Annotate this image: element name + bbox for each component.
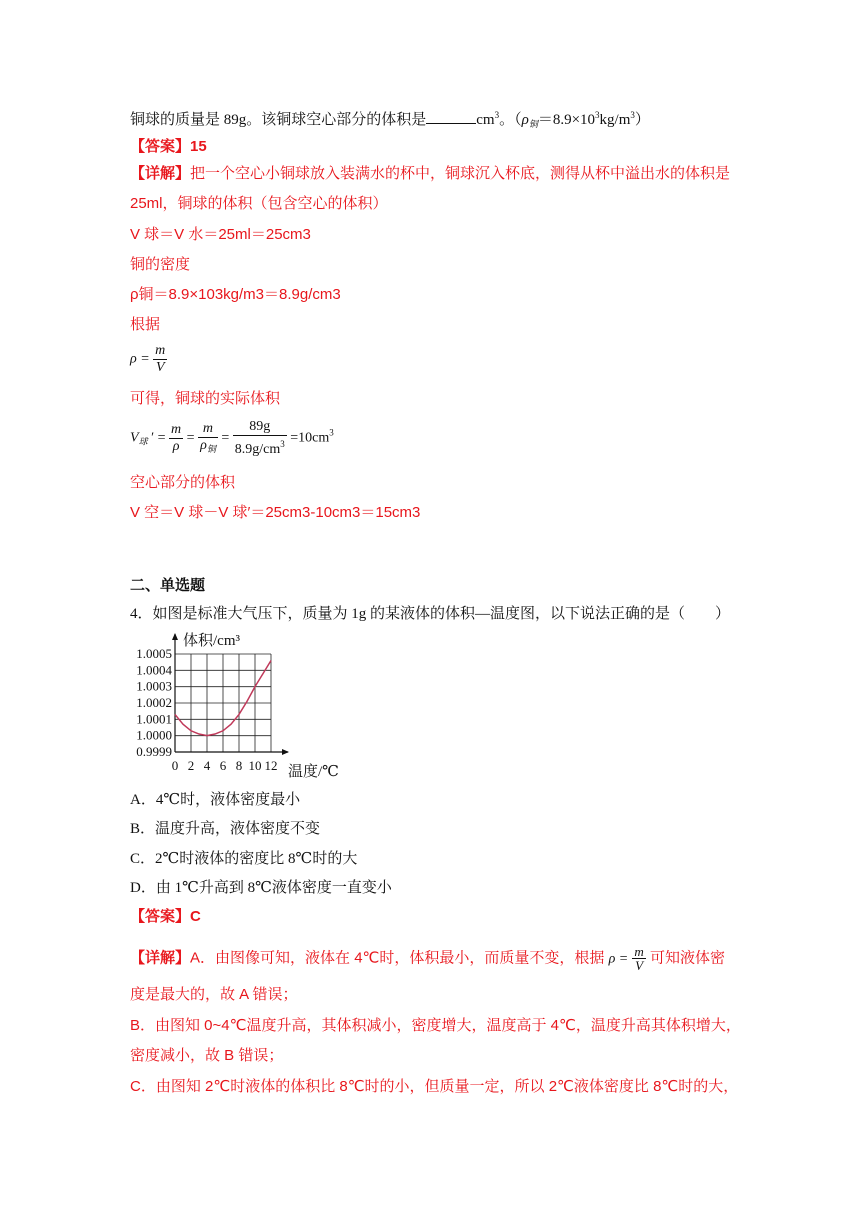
formula-denominator: V xyxy=(155,360,165,375)
detail-a-num: m xyxy=(634,944,644,959)
question4-stem: 4．如图是标准大气压下，质量为 1g 的某液体的体积—温度图，以下说法正确的是（ ） xyxy=(130,606,731,622)
formula-eq1: = xyxy=(186,430,195,446)
stem-punct: 。（ xyxy=(499,112,522,128)
question3-detail-line4: 铜的密度 xyxy=(130,256,191,273)
question3-detail-line6: 根据 xyxy=(130,316,161,333)
frac1-num: m xyxy=(171,422,182,437)
question3-detail-line5: ρ铜＝8.9×103kg/m3＝8.9g/cm3 xyxy=(130,286,341,303)
question3-detail-line8: 空心部分的体积 xyxy=(130,474,236,491)
x-tick-label: 6 xyxy=(219,758,227,773)
volume-formula xyxy=(130,419,334,458)
question3-detail-line1 xyxy=(130,163,730,185)
y-tick-label: 1.0001 xyxy=(136,711,172,727)
stem-exp: 3 xyxy=(595,110,600,120)
formula-eq2: = xyxy=(221,430,230,446)
answer-blank xyxy=(426,111,476,124)
stem-unit: cm xyxy=(476,112,495,128)
formula-result: =10cm xyxy=(290,430,330,446)
question4-answer: 【答案】C xyxy=(130,908,201,925)
question4-detail-b1: B．由图知 0~4℃温度升高，其体积减小，密度增大，温度高于 4℃，温度升高其体积增大， xyxy=(130,1017,741,1034)
rho-sub: 铜 xyxy=(528,119,538,129)
x-tick-label: 0 xyxy=(171,758,179,773)
x-tick-label: 4 xyxy=(203,758,211,773)
x-axis-arrow xyxy=(282,749,289,755)
detail-label: 【详解】 xyxy=(130,165,191,182)
stem-unit-sup: 3 xyxy=(494,110,500,120)
formula-v: V xyxy=(130,430,139,446)
formula-prime: ′ = xyxy=(151,430,166,446)
formula-lhs: ρ = xyxy=(130,351,150,367)
formula-frac2 xyxy=(198,421,218,457)
frac3-den: 8.9g/cm xyxy=(234,442,281,457)
question3-detail-line2: 25ml，铜球的体积（包含空心的体积） xyxy=(130,195,388,212)
detail-a-fraction xyxy=(632,945,645,972)
option-d[interactable]: D．由 1℃升高到 8℃液体密度一直变小 xyxy=(130,880,392,896)
option-b[interactable]: B．温度升高，液体密度不变 xyxy=(130,821,321,837)
stem-unit-exp: 3 xyxy=(630,110,635,120)
frac2-den: ρ xyxy=(200,437,207,453)
stem-text: 铜球的质量是 89g。该铜球空心部分的体积是 xyxy=(130,112,427,128)
frac3-num: 89g xyxy=(233,419,287,436)
detail-a-end: 可知液体密 xyxy=(649,949,725,967)
x-tick-label: 12 xyxy=(264,758,278,773)
option-a[interactable]: A．4℃时，液体密度最小 xyxy=(130,792,301,808)
formula-fraction xyxy=(153,343,167,376)
x-tick-label: 10 xyxy=(248,758,262,773)
stem-density-value: ＝8.9×10 xyxy=(537,112,596,128)
question3-stem xyxy=(130,104,650,135)
detail-label: 【详解】 xyxy=(130,949,191,967)
frac1-den: ρ xyxy=(172,439,180,454)
frac3-den-sup: 3 xyxy=(280,439,285,449)
formula-v-sub: 球 xyxy=(138,436,148,447)
frac2-num: m xyxy=(198,421,218,438)
question4-detail-a1 xyxy=(130,945,725,972)
chart-grid xyxy=(175,654,271,752)
question3-answer: 【答案】15 xyxy=(130,138,207,155)
question4-detail-c1: C．由图知 2℃时液体的体积比 8℃时的小，但质量一定，所以 2℃液体密度比 8℃时的大， xyxy=(130,1078,739,1095)
x-tick-label: 8 xyxy=(235,758,243,773)
y-tick-label: 1.0004 xyxy=(136,662,172,678)
y-tick-label: 1.0003 xyxy=(136,678,172,694)
y-tick-label: 0.9999 xyxy=(136,744,172,759)
formula-result-sup: 3 xyxy=(329,427,334,438)
question3-detail-line7: 可得，铜球的实际体积 xyxy=(130,390,281,407)
detail-a-rho: ρ = xyxy=(608,951,629,967)
chart-xlabel: 温度/℃ xyxy=(288,764,339,780)
formula-numerator: m xyxy=(155,343,166,358)
y-tick-label: 1.0002 xyxy=(136,695,172,710)
stem-density-unit: kg/m xyxy=(599,112,631,128)
chart-axes xyxy=(172,633,289,755)
rho-symbol: ρ xyxy=(521,112,529,128)
detail-text: 把一个空心小铜球放入装满水的杯中，铜球沉入杯底，测得从杯中溢出水的体积是 xyxy=(190,165,731,182)
detail-a-den: V xyxy=(635,958,644,973)
chart-ylabel: 体积/cm³ xyxy=(183,633,240,649)
y-tick-label: 1.0000 xyxy=(136,727,172,743)
formula-frac3 xyxy=(233,419,287,458)
x-tick-label: 2 xyxy=(187,758,195,773)
y-tick-label: 1.0005 xyxy=(136,646,172,661)
volume-temperature-chart xyxy=(128,630,348,780)
question4-detail-b2: 密度减小，故 B 错误； xyxy=(130,1047,284,1064)
chart-y-ticks xyxy=(136,646,172,759)
detail-a-text: A．由图像可知，液体在 4℃时，体积最小，而质量不变，根据 xyxy=(190,949,605,967)
stem-close: ） xyxy=(634,112,650,128)
section-title: 二、单选题 xyxy=(130,577,206,594)
question3-detail-line3: V 球＝V 水＝25ml＝25cm3 xyxy=(130,226,311,243)
question3-detail-line9: V 空＝V 球－V 球′＝25cm3-10cm3＝15cm3 xyxy=(130,504,421,521)
formula-frac1 xyxy=(169,422,183,455)
chart-x-ticks xyxy=(172,758,278,773)
frac2-den-sub: 铜 xyxy=(206,443,216,454)
y-axis-arrow xyxy=(172,633,178,640)
density-formula xyxy=(130,343,167,376)
question4-detail-a2: 度是最大的，故 A 错误； xyxy=(130,986,298,1003)
option-c[interactable]: C．2℃时液体的密度比 8℃时的大 xyxy=(130,851,358,867)
